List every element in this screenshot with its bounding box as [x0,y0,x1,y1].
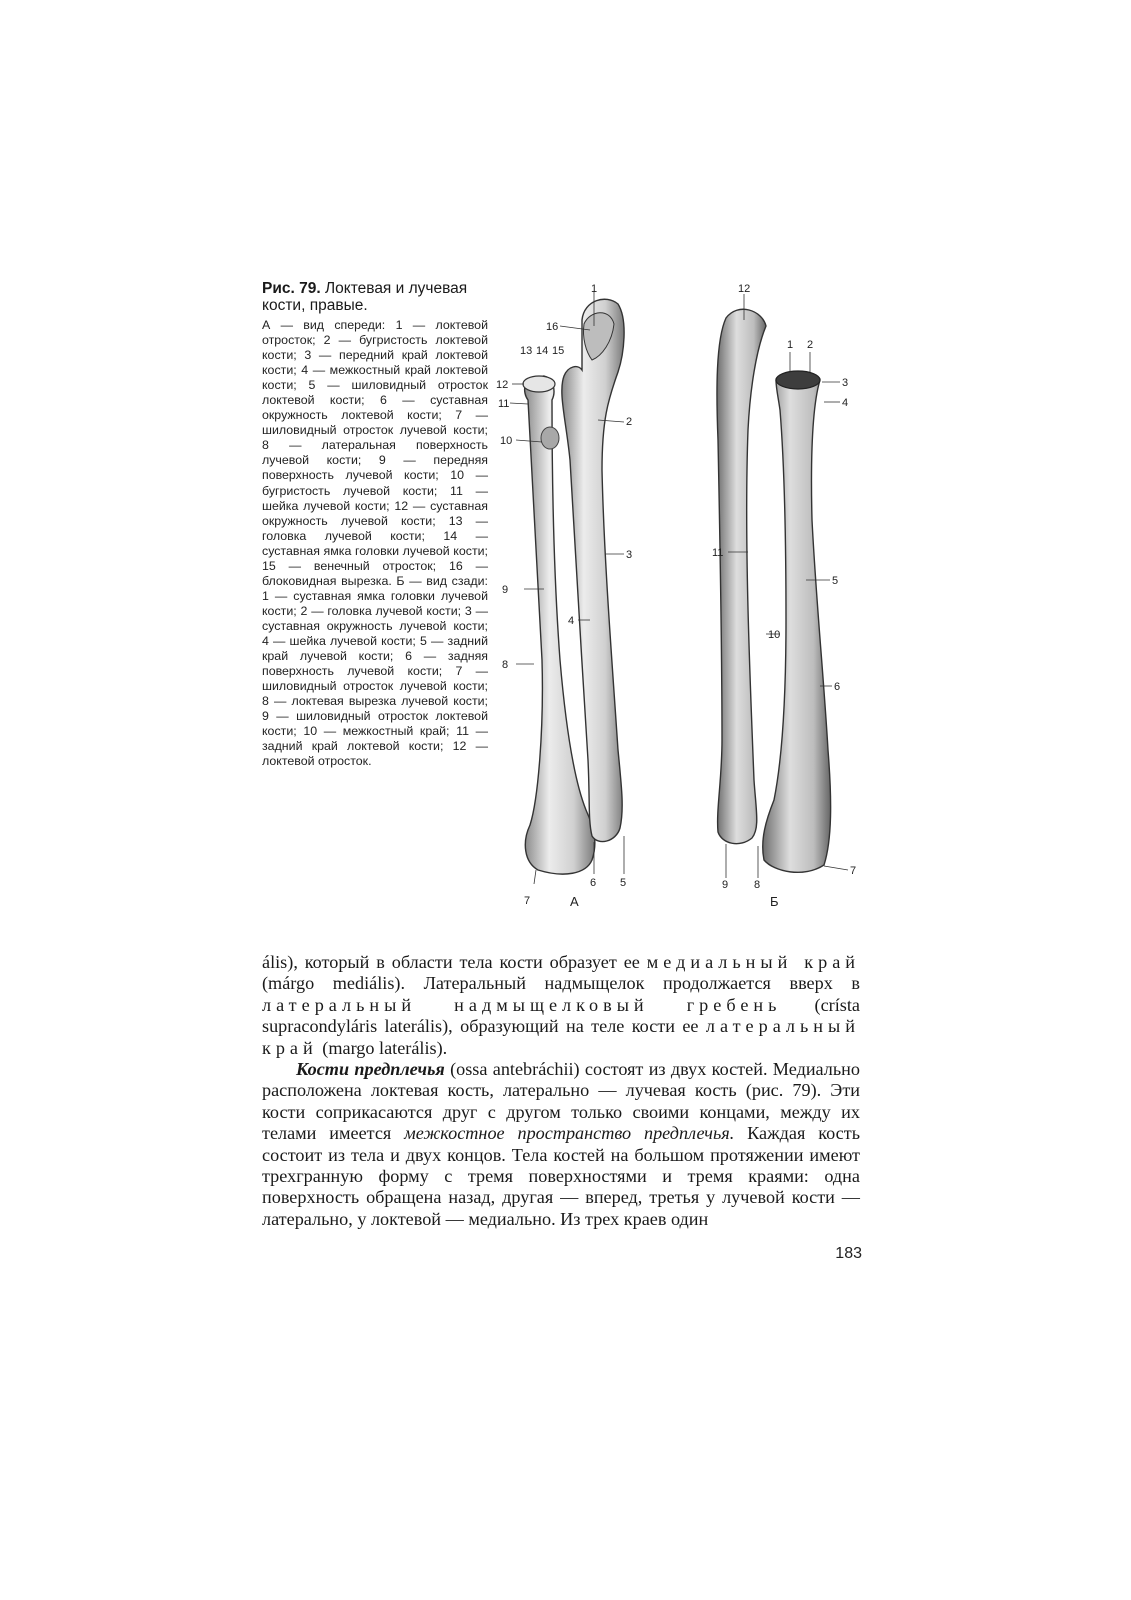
label-b-12: 12 [738,283,751,295]
label-a-1: 1 [591,283,598,295]
section-term: Кости предплечья [296,1059,445,1080]
spaced-term: латеральный надмыщелковый гребень [262,994,782,1015]
forearm-bones-illustration [494,280,868,920]
label-a-7: 7 [524,895,531,907]
label-a-10: 10 [500,435,513,447]
label-b-1: 1 [787,339,794,351]
figure-caption-title [262,280,488,314]
label-b-3: 3 [842,377,849,389]
paragraph-2: Кости предплечья (ossa antebráchii) состоят из двух костей. Медиально расположена локтевая кость, латерально — лучевая кость (рис. 79). Эти кости соприкасаются друг с другом только своими концами, между их телами имеется межкостное пространство предплечья. Каждая кость состоит из тела и двух концов. Тела костей на большом протяжении имеют трехгранную форму с тремя поверхностями и тремя краями: одна поверхность обращена назад, другая — вперед, третья у лучевой кости — латерально, у локтевой — медиально. Из трех краев один [262,1059,860,1229]
label-a-9: 9 [502,584,509,596]
page-number: 183 [835,1245,862,1262]
label-a-12: 12 [496,379,509,391]
label-a-14: 14 [536,345,549,357]
view-b-ulna [717,309,766,843]
forearm-bones-figure [494,280,868,920]
label-a-3: 3 [626,549,633,561]
spaced-term: медиальный край [646,952,860,972]
label-a-16: 16 [546,321,559,333]
spaced-term: латеральный край [262,1016,860,1058]
label-a-11: 11 [498,398,510,410]
label-a-13: 13 [520,345,533,357]
label-b-9: 9 [722,879,729,891]
label-a-4: 4 [568,615,575,627]
body-text [262,952,860,1230]
label-a-6: 6 [590,877,597,889]
label-b-7: 7 [850,865,857,877]
label-b-11: 11 [712,547,724,559]
label-b-4: 4 [842,397,849,409]
figure-number: Рис. 79. [262,280,321,297]
label-a-8: 8 [502,659,509,671]
panel-b-label: Б [770,894,779,909]
label-a-2: 2 [626,416,633,428]
view-b-radius [763,371,831,872]
label-a-15: 15 [552,345,565,357]
panel-a-label: А [570,894,579,909]
label-b-5: 5 [832,575,839,587]
paragraph-1: ális), который в области тела кости образует ее медиальный край (márgo mediális). Латеральный надмыщелок продолжается вверх в латеральный надмыщелковый гребень (críѕta supracondyláris laterális), образующий на теле кости ее латеральный край (margo laterális). [262,952,860,1058]
figure-caption [262,280,488,769]
label-b-8: 8 [754,879,761,891]
label-b-6: 6 [834,681,841,693]
figure-legend: А — вид спереди: 1 — локтевой отросток; 2 — бугристость локтевой кости; 3 — передний край локтевой кости; 4 — межкостный край локтевой кости; 5 — шиловидный отросток локтевой кости; 6 — суставная окружность локтевой кости; 7 — шиловидный отросток лучевой кости; 8 — латеральная поверхность лучевой кости; 9 — передняя поверхность лучевой кости; 10 — бугристость лучевой кости; 11 — шейка лучевой кости; 12 — суставная окружность лучевой кости; 13 — головка лучевой кости; 14 — суставная ямка головки лучевой кости; 15 — венечный отросток; 16 — блоковидная вырезка. Б — вид сзади: 1 — суставная ямка головки лучевой кости; 2 — головка лучевой кости; 3 — суставная окружность лучевой кости; 4 — шейка лучевой кости; 5 — задний край лучевой кости; 6 — задняя поверхность лучевой кости; 7 — шиловидный отросток лучевой кости; 8 — локтевая вырезка лучевой кости; 9 — шиловидный отросток локтевой кости; 10 — межкостный край; 11 — задний край локтевой кости; 12 — локтевой отросток. [262,318,488,769]
label-b-2: 2 [807,339,814,351]
label-b-10: 10 [768,629,781,641]
italic-term: межкостное пространство предплечья. [404,1123,735,1144]
figure-title: Локтевая и лучевая кости, правые. [262,280,468,314]
label-a-5: 5 [620,877,627,889]
